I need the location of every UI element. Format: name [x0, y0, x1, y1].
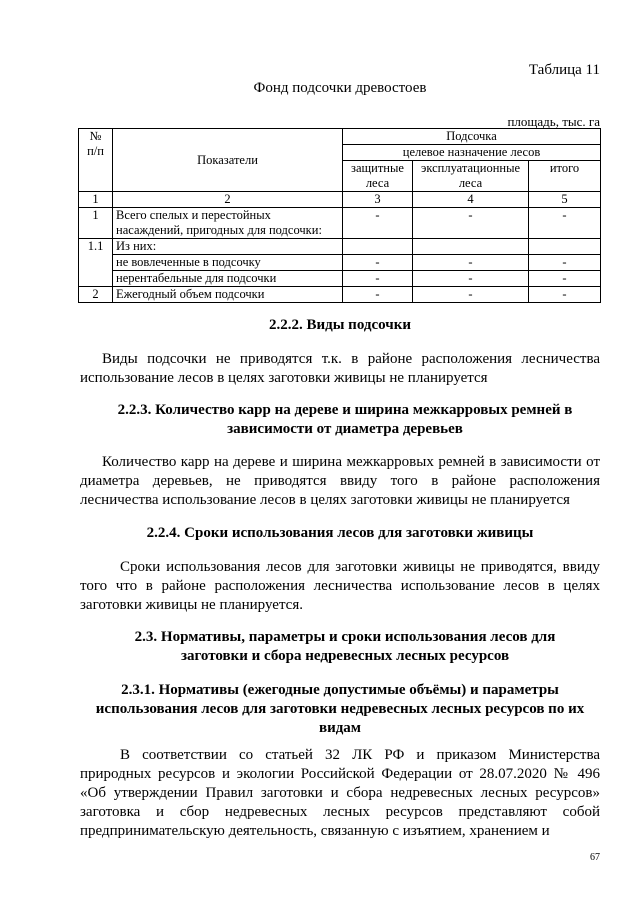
table-title: Фонд подсочки древостоев [253, 80, 427, 96]
row-number: 2 [79, 287, 113, 303]
column-numbering-row [79, 192, 601, 208]
row-number: 1 [79, 208, 113, 239]
column-header-number: № п/п [79, 129, 113, 192]
row-value-exploitation: - [413, 271, 529, 287]
table-row [79, 287, 601, 303]
column-header-indicators: Показатели [113, 129, 343, 192]
row-value-total: - [529, 255, 601, 271]
row-label: Из них: [113, 239, 343, 255]
row-value-total [529, 239, 601, 255]
column-header-forest-purpose: целевое назначение лесов [343, 145, 601, 161]
table-cell: 5 [529, 192, 601, 208]
row-label: не вовлеченные в подсочку [113, 255, 343, 271]
row-value-exploitation: - [413, 255, 529, 271]
table-row [79, 271, 601, 287]
section-paragraph-2-3-1: В соответствии со статьей 32 ЛК РФ и приказом Министерства природных ресурсов и экологии Российской Федерации от 28.07.2020 № 496 «Об утверждении Правил заготовки и сбора недревесных лесных ресурсов» заготовка и сбор недревесных лесных ресурсов представляют собой предпринимательскую деятельность, связанную с изъятием, хранением и [80, 747, 600, 839]
section-paragraph-2-2-3: Количество карр на дереве и ширина межкарровых ремней в зависимости от диаметра деревьев, не приводятся ввиду того в районе расположения лесничества использование лесов в целях заготовки живицы не планируется [80, 454, 600, 508]
row-value-exploitation: - [413, 208, 529, 239]
row-value-total: - [529, 271, 601, 287]
row-value-protective: - [343, 208, 413, 239]
column-header-total: итого [529, 161, 601, 192]
row-value-exploitation: - [413, 287, 529, 303]
table-number-label: Таблица 11 [528, 62, 600, 78]
row-value-protective: - [343, 287, 413, 303]
column-header-exploitation: эксплуатационные леса [413, 161, 529, 192]
row-value-exploitation [413, 239, 529, 255]
table-cell: 3 [343, 192, 413, 208]
column-header-tapping: Подсочка [343, 129, 601, 145]
forest-tapping-fund-table [78, 128, 601, 303]
table-row [79, 208, 601, 239]
section-heading-2-2-3: 2.2.3. Количество карр на дереве и ширина межкарровых ремней в зависимости от диаметра деревьев [117, 402, 573, 437]
page-number: 67 [590, 852, 600, 863]
row-label: Всего спелых и перестойных насаждений, пригодных для подсочки: [113, 208, 343, 239]
row-value-total: - [529, 287, 601, 303]
section-heading-2-2-4: 2.2.4. Сроки использования лесов для заготовки живицы [146, 525, 534, 541]
table-row [79, 239, 601, 255]
row-value-protective [343, 239, 413, 255]
row-label: Ежегодный объем подсочки [113, 287, 343, 303]
table-unit-label: площадь, тыс. га [507, 114, 600, 129]
row-value-total: - [529, 208, 601, 239]
table-row [79, 255, 601, 271]
column-header-protective: защитные леса [343, 161, 413, 192]
section-heading-2-2-2: 2.2.2. Виды подсочки [268, 317, 411, 333]
row-value-protective: - [343, 255, 413, 271]
table-cell: 2 [113, 192, 343, 208]
section-heading-2-3: 2.3. Нормативы, параметры и сроки использования лесов для заготовки и сбора недревесных лесных ресурсов [134, 629, 556, 664]
row-label: нерентабельные для подсочки [113, 271, 343, 287]
section-paragraph-2-2-2: Виды подсочки не приводятся т.к. в районе расположения лесничества использование лесов в целях заготовки живицы не планируется [80, 351, 600, 386]
table-cell: 1 [79, 192, 113, 208]
table-cell: 4 [413, 192, 529, 208]
section-paragraph-2-2-4: Сроки использования лесов для заготовки живицы не приводятся, ввиду того что в районе расположения лесничества использование лесов в целях заготовки живицы не планируется. [80, 559, 600, 613]
section-heading-2-3-1: 2.3.1. Нормативы (ежегодные допустимые объёмы) и параметры использования лесов для заготовки недревесных лесных ресурсов по их видам [95, 682, 585, 736]
row-value-protective: - [343, 271, 413, 287]
row-number: 1.1 [79, 239, 113, 287]
